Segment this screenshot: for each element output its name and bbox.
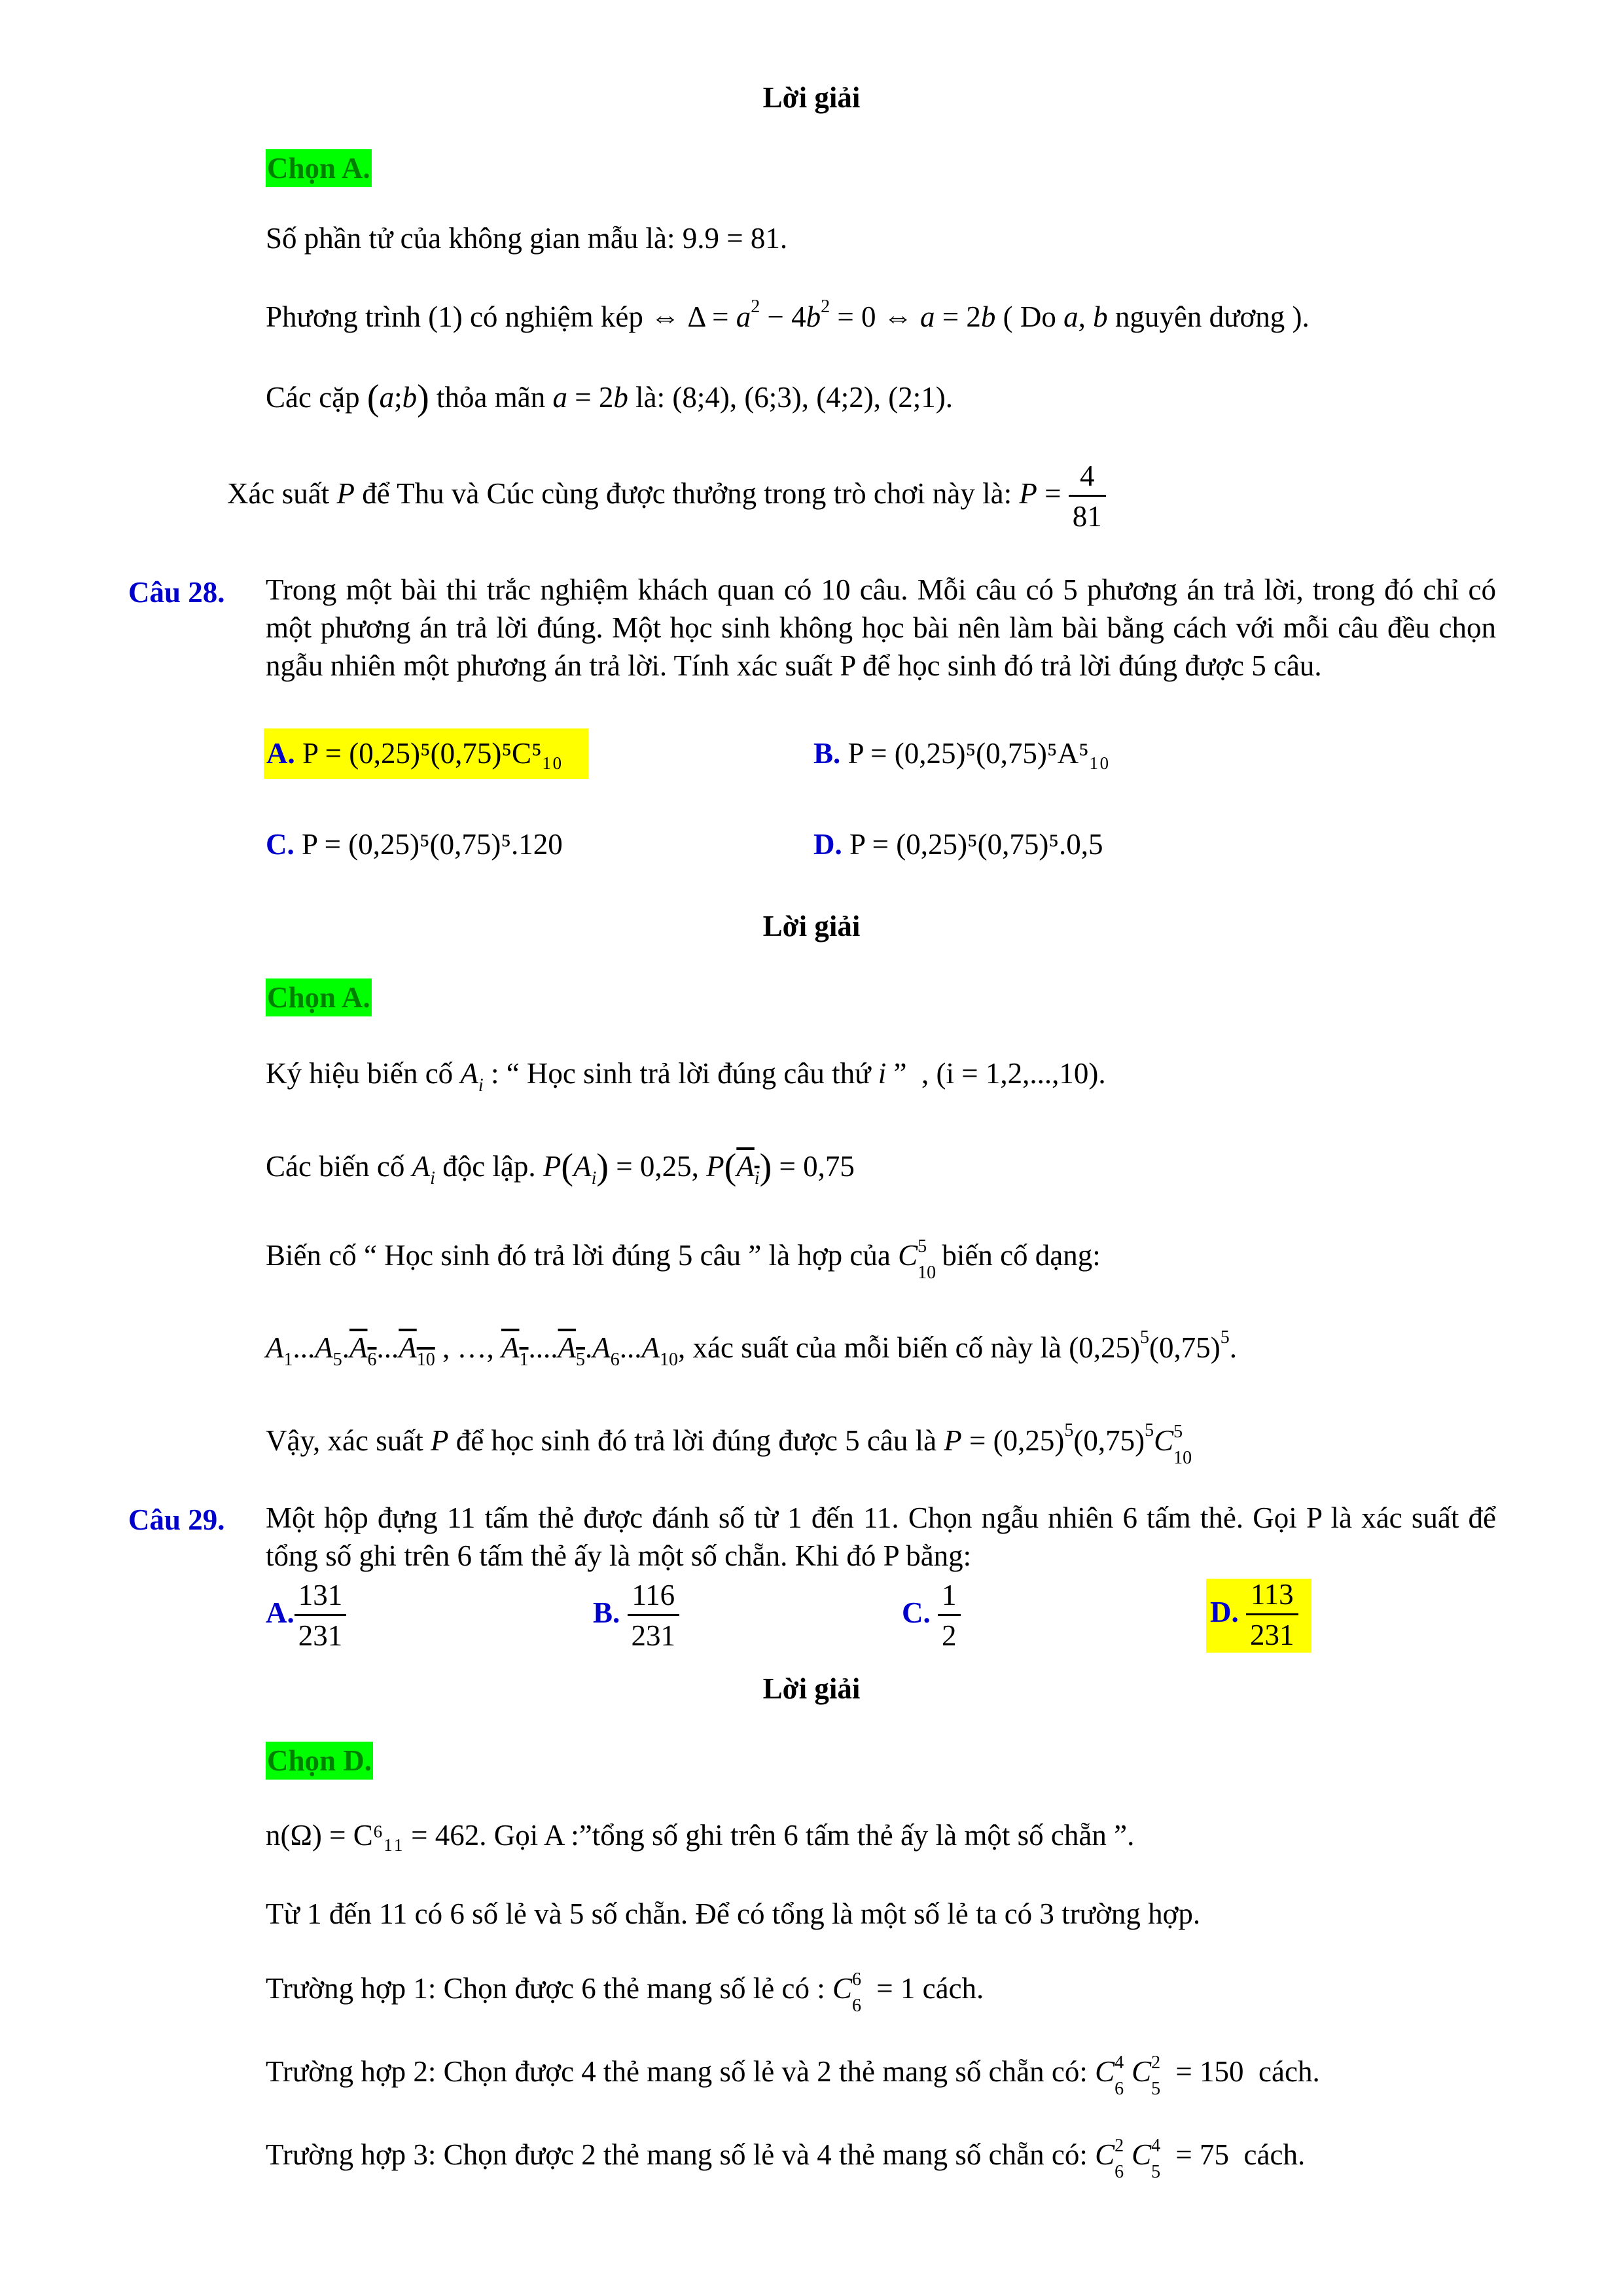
q28-option-c: C. P = (0,25)⁵(0,75)⁵.120 [266,828,563,861]
q29-option-a: A. $\frac{131}{231}$ [266,1581,346,1651]
case-1-line: Trường hợp 1: Chọn được 6 thẻ mang số lẻ có : C 6 6 = 1 cách. [266,1969,984,2016]
case-2-line: Trường hợp 2: Chọn được 4 thẻ mang số lẻ và 2 thẻ mang số chẵn có: C 4 6 C 2 5 = 150 cách. [266,2053,1320,2099]
q28-option-b: B. P = (0,25)⁵(0,75)⁵A⁵₁₀ [813,737,1110,770]
independent-events-line: Các biến cố $A_i$ độc lập. $P(A_i) = 0,25$, $P(A_i) = 0,75$ [266,1147,855,1189]
q28-option-a: A. P = (0,25)⁵(0,75)⁵C⁵₁₀ [264,728,588,779]
q29-option-d: D. $\frac{113}{231}$ [1206,1579,1311,1653]
question-28-label: Câu 28. [128,576,225,609]
chon-answer-label: Chọn A. [266,154,372,183]
event-definition-line: Ký hiệu biến cố $A_i$ : “ Học sinh trả lời đúng câu thứ i ” , (i = 1,2,...,10). [266,1057,1106,1096]
pairs-line: Các cặp (a;b) thỏa mãn a = 2b là: (8;4), (6;3), (4;2), (2;1). [266,378,954,418]
event-forms-line: $A_1...A_5.A_6...A_{10}$ , …, $A_1....A_5.A_6...A_{10}$, xác suất của mỗi biến cố này là $(0,25)^5(0,75)^5$. [266,1327,1238,1370]
question-29-text: Một hộp đựng 11 tấm thẻ được đánh số từ 1 đến 11. Chọn ngẫu nhiên 6 tấm thẻ. Gọi P là xác suất để tổng số ghi trên 6 tấm thẻ ấy là một số chẵn. Khi đó P bằng: [266,1501,1496,1572]
chon-answer-label: Chọn D. [266,1746,373,1776]
fraction-4-81: $\frac{4}{81}$ [1069,461,1106,531]
q29-option-c: C. $\frac{1}{2}$ [902,1581,961,1651]
probability-result-line: Xác suất P để Thu và Cúc cùng được thưởng trong trò chơi này là: P = $\frac{4}{81}$ [227,461,1106,531]
double-root-line: Phương trình (1) có nghiệm kép ⇔ $\Delta = a^2 - 4b^2 = 0$ ⇔ a = 2b ( Do a, b nguyên dương ). [266,296,1310,333]
case-3-line: Trường hợp 3: Chọn được 2 thẻ mang số lẻ và 4 thẻ mang số chẵn có: C 2 6 C 4 5 = 75 cách. [266,2136,1306,2182]
q29-option-b: B. $\frac{116}{231}$ [593,1581,679,1651]
q28-option-d: D. P = (0,25)⁵(0,75)⁵.0,5 [813,828,1103,861]
odd-even-count-line: Từ 1 đến 11 có 6 số lẻ và 5 số chẵn. Để có tổng là một số lẻ ta có 3 trường hợp. [266,1897,1201,1930]
sample-space-line: n(Ω) = C⁶₁₁ = 462. Gọi A :”tổng số ghi trên 6 tấm thẻ ấy là một số chẵn ”. [266,1819,1135,1852]
conclusion-line: Vậy, xác suất P để học sinh đó trả lời đúng được 5 câu là $P = (0,25)^5(0,75)^5C$ 5 10 [266,1420,1192,1468]
heading-loi-giai: Lời giải [762,910,861,942]
union-line: Biến cố “ Học sinh đó trả lời đúng 5 câu ” là hợp của C 5 10 biến cố dạng: [266,1236,1101,1283]
chon-answer-label: Chọn A. [266,983,372,1013]
sample-space-line: Số phần tử của không gian mẫu là: 9.9 = 81. [266,222,788,255]
question-28-text: Trong một bài thi trắc nghiệm khách quan có 10 câu. Mỗi câu có 5 phương án trả lời, trong đó chỉ có một phương án trả lời đúng. Một học sinh không học bài nên làm bài bằng cách với mỗi câu đều chọn ngẫu nhiên một phương án trả lời. Tính xác suất P để học sinh đó trả lời đúng được 5 câu. [266,573,1496,682]
heading-loi-giai: Lời giải [762,81,861,114]
heading-loi-giai: Lời giải [762,1672,861,1705]
question-29-label: Câu 29. [128,1503,225,1536]
